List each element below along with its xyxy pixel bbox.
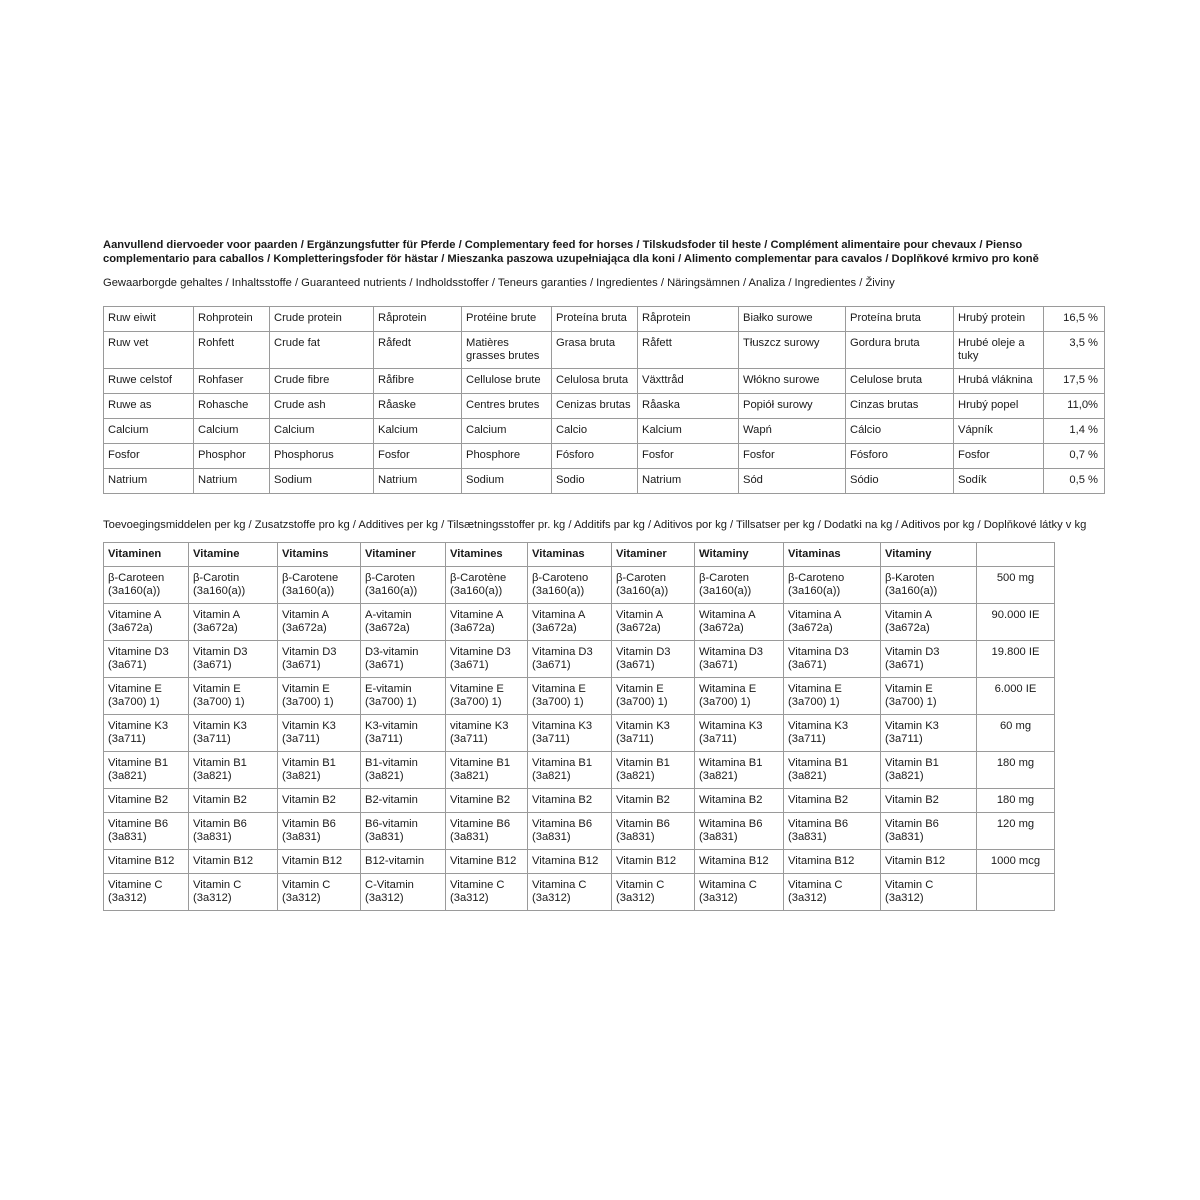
additive-cell: K3-vitamin (3a711) [361,714,446,751]
additive-cell: Vitamine E (3a700) 1) [446,677,528,714]
nutrient-cell: Kalcium [374,418,462,443]
additive-cell: Vitamin D3 (3a671) [278,640,361,677]
additive-amount: 1000 mcg [977,849,1055,873]
nutrient-row [104,418,1105,443]
additives-header-cell: Vitamine [189,542,278,566]
nutrient-row [104,368,1105,393]
additive-cell: Vitamin K3 (3a711) [612,714,695,751]
additive-cell: Vitamine A (3a672a) [446,603,528,640]
nutrient-cell: Sód [739,468,846,493]
additive-cell: Vitamin B6 (3a831) [189,812,278,849]
additive-cell: Vitamin C (3a312) [612,873,695,910]
additive-cell: Vitamin E (3a700) 1) [612,677,695,714]
additive-cell: Vitamin B12 [278,849,361,873]
additive-cell: Vitamin E (3a700) 1) [278,677,361,714]
additive-cell: Vitamin B1 (3a821) [881,751,977,788]
nutrient-cell: Cálcio [846,418,954,443]
additive-cell: B1-vitamin (3a821) [361,751,446,788]
additive-cell: Vitamina E (3a700) 1) [784,677,881,714]
nutrient-cell: Råprotein [638,306,739,331]
nutrient-cell: Calcium [462,418,552,443]
nutrient-percentage: 0,7 % [1044,443,1105,468]
nutrient-cell: Calcium [194,418,270,443]
additive-amount [977,873,1055,910]
additive-cell: β-Caroten (3a160(a)) [361,566,446,603]
nutrient-cell: Råfett [638,331,739,368]
additive-cell: Vitamin B2 [278,788,361,812]
additive-cell: Vitamine A (3a672a) [104,603,189,640]
additive-cell: Vitamina E (3a700) 1) [528,677,612,714]
nutrient-row [104,306,1105,331]
nutrient-cell: Tłuszcz surowy [739,331,846,368]
additive-cell: Witamina B1 (3a821) [695,751,784,788]
nutrient-cell: Matières grasses brutes [462,331,552,368]
additive-cell: β-Caroteen (3a160(a)) [104,566,189,603]
additive-cell: Witamina K3 (3a711) [695,714,784,751]
additive-cell: Vitamina B12 [784,849,881,873]
additives-header-cell: Vitaminas [784,542,881,566]
additive-cell: Vitamin K3 (3a711) [189,714,278,751]
nutrient-cell: Crude fat [270,331,374,368]
additive-cell: β-Carotene (3a160(a)) [278,566,361,603]
document-title: Aanvullend diervoeder voor paarden / Ergänzungsfutter für Pferde / Complementary feed for horses / Tilskudsfoder til heste / Complément alimentaire pour chevaux / Pienso complementario para caballos / Kompletteringsfoder för hästar / Mieszanka paszowa uzupełniająca dla koni / Alimento complementar para cavalos / Doplňkové krmivo pro koně [103,239,1039,265]
nutrient-cell: Ruwe as [104,393,194,418]
nutrient-cell: Råaska [638,393,739,418]
nutrient-cell: Vápník [954,418,1044,443]
nutrient-cell: Calcium [270,418,374,443]
additive-cell: Vitamin A (3a672a) [189,603,278,640]
additive-cell: Vitamina D3 (3a671) [528,640,612,677]
additives-table [103,542,1055,911]
additive-cell: Witamina D3 (3a671) [695,640,784,677]
nutrient-cell: Calcio [552,418,638,443]
nutrient-cell: Hrubá vláknina [954,368,1044,393]
nutrient-cell: Celulosa bruta [552,368,638,393]
nutrient-cell: Fosfor [374,443,462,468]
additive-cell: Witamina B2 [695,788,784,812]
additives-header-cell: Vitaminen [104,542,189,566]
additives-header-cell: Vitamines [446,542,528,566]
additive-row [104,603,1055,640]
additive-amount: 500 mg [977,566,1055,603]
additive-cell: vitamine K3 (3a711) [446,714,528,751]
nutrient-cell: Sodium [462,468,552,493]
nutrient-cell: Protéine brute [462,306,552,331]
nutrient-cell: Råaske [374,393,462,418]
additive-cell: Vitamin C (3a312) [278,873,361,910]
additive-cell: Vitamin E (3a700) 1) [189,677,278,714]
nutrient-cell: Natrium [194,468,270,493]
nutrient-cell: Råfedt [374,331,462,368]
nutrient-cell: Fósforo [846,443,954,468]
additives-header-cell: Vitaminy [881,542,977,566]
additive-cell: Vitamin D3 (3a671) [189,640,278,677]
nutrient-cell: Gordura bruta [846,331,954,368]
nutrient-cell: Cinzas brutas [846,393,954,418]
additives-header-cell: Vitaminer [612,542,695,566]
additive-cell: Vitamina C (3a312) [528,873,612,910]
nutrient-cell: Ruwe celstof [104,368,194,393]
additive-cell: β-Carotène (3a160(a)) [446,566,528,603]
additive-cell: Witamina A (3a672a) [695,603,784,640]
nutrient-row [104,393,1105,418]
nutrient-cell: Natrium [638,468,739,493]
additive-cell: Vitamin A (3a672a) [881,603,977,640]
nutrient-cell: Hrubý protein [954,306,1044,331]
additive-amount: 90.000 IE [977,603,1055,640]
additive-cell: Vitamina C (3a312) [784,873,881,910]
nutrient-cell: Rohfett [194,331,270,368]
nutrient-cell: Natrium [104,468,194,493]
nutrient-cell: Sodio [552,468,638,493]
additive-cell: Vitamina B2 [784,788,881,812]
additive-cell: Vitamine B6 (3a831) [446,812,528,849]
additive-cell: Witamina C (3a312) [695,873,784,910]
additive-cell: Vitamine D3 (3a671) [446,640,528,677]
feed-label-document [103,239,1103,911]
nutrient-percentage: 16,5 % [1044,306,1105,331]
additive-cell: β-Carotin (3a160(a)) [189,566,278,603]
additive-cell: Witamina E (3a700) 1) [695,677,784,714]
additive-cell: Vitamine B6 (3a831) [104,812,189,849]
additive-row [104,677,1055,714]
additive-cell: Vitamina B1 (3a821) [528,751,612,788]
nutrient-cell: Popiół surowy [739,393,846,418]
additive-cell: Vitamine K3 (3a711) [104,714,189,751]
additive-cell: B12-vitamin [361,849,446,873]
additive-cell: Vitamin B2 [612,788,695,812]
additive-cell: Vitamin D3 (3a671) [612,640,695,677]
additive-cell: Vitamina K3 (3a711) [784,714,881,751]
nutrient-cell: Calcium [104,418,194,443]
additive-cell: Vitamin B1 (3a821) [189,751,278,788]
additive-cell: Vitamin D3 (3a671) [881,640,977,677]
additive-cell: Vitamin B12 [881,849,977,873]
nutrient-cell: Phosphorus [270,443,374,468]
additive-cell: Vitamin B1 (3a821) [278,751,361,788]
additive-amount: 6.000 IE [977,677,1055,714]
nutrient-cell: Crude protein [270,306,374,331]
nutrient-percentage: 17,5 % [1044,368,1105,393]
nutrient-percentage: 3,5 % [1044,331,1105,368]
additive-cell: Witamina B12 [695,849,784,873]
nutrient-cell: Crude fibre [270,368,374,393]
additive-cell: Vitamine B1 (3a821) [446,751,528,788]
nutrient-cell: Centres brutes [462,393,552,418]
additive-cell: Vitamine B12 [446,849,528,873]
nutrient-cell: Celulose bruta [846,368,954,393]
additive-row [104,812,1055,849]
additive-cell: Vitamina B6 (3a831) [528,812,612,849]
additive-cell: Witamina B6 (3a831) [695,812,784,849]
additive-cell: E-vitamin (3a700) 1) [361,677,446,714]
additive-cell: D3-vitamin (3a671) [361,640,446,677]
additive-cell: A-vitamin (3a672a) [361,603,446,640]
additive-cell: Vitamin B6 (3a831) [612,812,695,849]
nutrient-cell: Rohfaser [194,368,270,393]
additive-row [104,640,1055,677]
additive-cell: Vitamina B2 [528,788,612,812]
nutrient-cell: Fósforo [552,443,638,468]
nutrient-cell: Rohasche [194,393,270,418]
nutrient-cell: Sodík [954,468,1044,493]
nutrient-cell: Włókno surowe [739,368,846,393]
nutrient-percentage: 1,4 % [1044,418,1105,443]
additive-cell: Vitamine B2 [104,788,189,812]
nutrient-percentage: 0,5 % [1044,468,1105,493]
nutrient-percentage: 11,0% [1044,393,1105,418]
additive-cell: Vitamin B1 (3a821) [612,751,695,788]
nutrient-cell: Råfibre [374,368,462,393]
additive-cell: Vitamin B6 (3a831) [278,812,361,849]
nutrient-cell: Proteína bruta [846,306,954,331]
nutrient-cell: Fosfor [638,443,739,468]
nutrient-row [104,443,1105,468]
additive-cell: β-Caroten (3a160(a)) [612,566,695,603]
additive-cell: Vitamin C (3a312) [189,873,278,910]
nutrient-cell: Proteína bruta [552,306,638,331]
additive-cell: Vitamina B1 (3a821) [784,751,881,788]
additive-row [104,788,1055,812]
nutrient-row [104,331,1105,368]
nutrient-cell: Hrubý popel [954,393,1044,418]
nutrient-cell: Hrubé oleje a tuky [954,331,1044,368]
additive-cell: Vitamin B12 [612,849,695,873]
additive-cell: B6-vitamin (3a831) [361,812,446,849]
additive-cell: Vitamina B12 [528,849,612,873]
additive-cell: β-Caroten (3a160(a)) [695,566,784,603]
additive-cell: Vitamina A (3a672a) [528,603,612,640]
additive-amount: 60 mg [977,714,1055,751]
additive-cell: Vitamine E (3a700) 1) [104,677,189,714]
nutrient-cell: Fosfor [739,443,846,468]
additive-cell: Vitamin B12 [189,849,278,873]
additive-cell: Vitamin B2 [189,788,278,812]
additive-cell: Vitamina B6 (3a831) [784,812,881,849]
additive-amount: 19.800 IE [977,640,1055,677]
additives-header-cell: Vitaminer [361,542,446,566]
additives-header-cell [977,542,1055,566]
nutrient-cell: Rohprotein [194,306,270,331]
additives-header-cell: Vitamins [278,542,361,566]
additives-table-body [104,566,1055,910]
additives-header-cell: Vitaminas [528,542,612,566]
nutrient-cell: Grasa bruta [552,331,638,368]
nutrient-cell: Phosphore [462,443,552,468]
nutrient-cell: Fosfor [954,443,1044,468]
additives-heading: Toevoegingsmiddelen per kg / Zusatzstoffe pro kg / Additives per kg / Tilsætningsstoffer pr. kg / Additifs par kg / Aditivos por kg / Tillsatser per kg / Dodatki na kg / Aditivos por kg / Doplňkové látky v kg [103,518,1087,531]
additive-cell: Vitamin A (3a672a) [278,603,361,640]
additives-header-cell: Witaminy [695,542,784,566]
nutrient-cell: Växttråd [638,368,739,393]
additive-cell: Vitamin A (3a672a) [612,603,695,640]
nutrient-cell: Sódio [846,468,954,493]
nutrient-cell: Wapń [739,418,846,443]
additive-cell: Vitamine B12 [104,849,189,873]
additive-cell: β-Caroteno (3a160(a)) [528,566,612,603]
nutrient-cell: Białko surowe [739,306,846,331]
additive-cell: B2-vitamin [361,788,446,812]
nutrient-cell: Ruw eiwit [104,306,194,331]
additive-cell: Vitamin K3 (3a711) [278,714,361,751]
nutrient-cell: Cenizas brutas [552,393,638,418]
additive-cell: Vitamin C (3a312) [881,873,977,910]
additive-cell: Vitamine D3 (3a671) [104,640,189,677]
additive-cell: Vitamin B2 [881,788,977,812]
nutrient-cell: Phosphor [194,443,270,468]
additive-amount: 180 mg [977,788,1055,812]
nutrient-cell: Råprotein [374,306,462,331]
nutrient-cell: Natrium [374,468,462,493]
nutrients-table-body [104,306,1105,493]
nutrient-cell: Cellulose brute [462,368,552,393]
nutrient-cell: Sodium [270,468,374,493]
additive-cell: Vitamine C (3a312) [104,873,189,910]
additive-cell: Vitamina D3 (3a671) [784,640,881,677]
nutrient-row [104,468,1105,493]
additive-cell: Vitamine B2 [446,788,528,812]
nutrients-table [103,306,1105,494]
additive-row [104,566,1055,603]
additive-row [104,751,1055,788]
additive-cell: Vitamine C (3a312) [446,873,528,910]
additive-cell: Vitamin E (3a700) 1) [881,677,977,714]
nutrients-heading: Gewaarborgde gehaltes / Inhaltsstoffe / Guaranteed nutrients / Indholdsstoffer / Teneurs garanties / Ingredientes / Näringsämnen / Analiza / Ingredientes / Živiny [103,277,895,289]
additive-amount: 180 mg [977,751,1055,788]
nutrient-cell: Kalcium [638,418,739,443]
additives-header-row [104,542,1055,566]
additive-cell: Vitamine B1 (3a821) [104,751,189,788]
additive-amount: 120 mg [977,812,1055,849]
additive-cell: β-Caroteno (3a160(a)) [784,566,881,603]
additive-row [104,849,1055,873]
nutrient-cell: Ruw vet [104,331,194,368]
additive-cell: Vitamin B6 (3a831) [881,812,977,849]
additive-cell: Vitamina K3 (3a711) [528,714,612,751]
nutrient-cell: Crude ash [270,393,374,418]
additive-row [104,873,1055,910]
additive-cell: Vitamin K3 (3a711) [881,714,977,751]
additive-row [104,714,1055,751]
additive-cell: Vitamina A (3a672a) [784,603,881,640]
additive-cell: β-Karoten (3a160(a)) [881,566,977,603]
nutrient-cell: Fosfor [104,443,194,468]
additive-cell: C-Vitamin (3a312) [361,873,446,910]
